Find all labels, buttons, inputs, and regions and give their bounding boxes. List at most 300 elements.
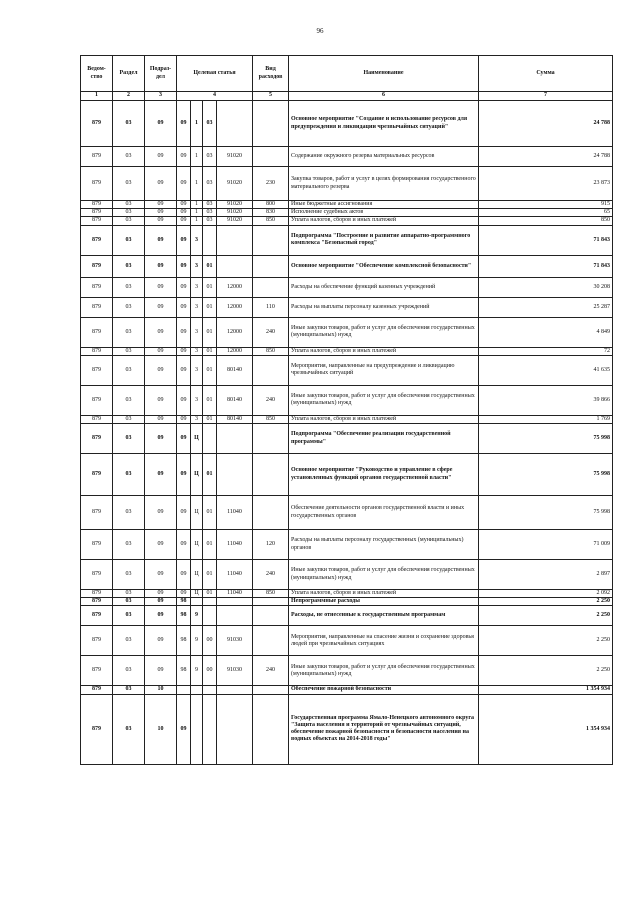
cell-cs-code: 91020 bbox=[217, 147, 253, 167]
cell-sum: 2 250 bbox=[479, 626, 613, 656]
cell-razdel: 03 bbox=[113, 590, 145, 598]
table-row bbox=[81, 530, 613, 560]
cell-cs-code bbox=[217, 606, 253, 626]
table-row bbox=[81, 277, 613, 297]
cell-razdel: 03 bbox=[113, 209, 145, 217]
cell-cs-sub: Ц bbox=[191, 590, 203, 598]
cell-cs-program: 98 bbox=[177, 598, 191, 606]
cell-razdel: 03 bbox=[113, 167, 145, 201]
cell-razdel: 03 bbox=[113, 560, 145, 590]
cell-ved: 879 bbox=[81, 656, 113, 686]
cell-podrazdel: 09 bbox=[145, 277, 177, 297]
table-row bbox=[81, 415, 613, 423]
cell-cs-event bbox=[203, 598, 217, 606]
cell-cs-program: 09 bbox=[177, 317, 191, 347]
table-row bbox=[81, 347, 613, 355]
cell-ved: 879 bbox=[81, 598, 113, 606]
cell-name: Основное мероприятие "Создание и использование ресурсов для предупреждения и ликвидации чрезвычайных ситуаций" bbox=[289, 101, 479, 147]
cell-cs-event bbox=[203, 686, 217, 694]
cell-cs-event: 01 bbox=[203, 317, 217, 347]
cell-podrazdel: 09 bbox=[145, 297, 177, 317]
cell-cs-event: 01 bbox=[203, 385, 217, 415]
cell-name: Расходы на обеспечение функций казенных учреждений bbox=[289, 277, 479, 297]
cell-name: Иные закупки товаров, работ и услуг для обеспечения государственных (муниципальных) нужд bbox=[289, 656, 479, 686]
cell-vid: 850 bbox=[253, 347, 289, 355]
cell-cs-code: 80140 bbox=[217, 415, 253, 423]
cell-razdel: 03 bbox=[113, 530, 145, 560]
cell-cs-code: 91020 bbox=[217, 167, 253, 201]
cell-sum: 24 788 bbox=[479, 147, 613, 167]
col-number: 4 bbox=[177, 92, 253, 101]
cell-podrazdel: 09 bbox=[145, 415, 177, 423]
cell-vid bbox=[253, 454, 289, 496]
cell-cs-program: 09 bbox=[177, 201, 191, 209]
table-row bbox=[81, 209, 613, 217]
cell-cs-program: 09 bbox=[177, 355, 191, 385]
cell-vid: 850 bbox=[253, 415, 289, 423]
cell-cs-sub bbox=[191, 694, 203, 764]
cell-podrazdel: 09 bbox=[145, 217, 177, 225]
cell-vid: 830 bbox=[253, 209, 289, 217]
cell-vid: 240 bbox=[253, 385, 289, 415]
cell-vid bbox=[253, 355, 289, 385]
cell-cs-code: 91030 bbox=[217, 656, 253, 686]
cell-cs-event: 03 bbox=[203, 217, 217, 225]
cell-cs-event: 00 bbox=[203, 656, 217, 686]
budget-table bbox=[80, 55, 613, 765]
cell-podrazdel: 09 bbox=[145, 385, 177, 415]
table-row bbox=[81, 656, 613, 686]
table-row bbox=[81, 167, 613, 201]
cell-razdel: 03 bbox=[113, 415, 145, 423]
cell-razdel: 03 bbox=[113, 255, 145, 277]
cell-vid: 850 bbox=[253, 217, 289, 225]
table-row bbox=[81, 626, 613, 656]
table-row bbox=[81, 606, 613, 626]
cell-cs-event: 03 bbox=[203, 147, 217, 167]
cell-cs-program: 09 bbox=[177, 217, 191, 225]
table-body bbox=[81, 101, 613, 765]
cell-ved: 879 bbox=[81, 167, 113, 201]
cell-cs-program: 98 bbox=[177, 656, 191, 686]
cell-cs-sub: Ц bbox=[191, 424, 203, 454]
cell-podrazdel: 09 bbox=[145, 201, 177, 209]
cell-cs-program: 09 bbox=[177, 277, 191, 297]
cell-cs-program: 09 bbox=[177, 255, 191, 277]
cell-podrazdel: 09 bbox=[145, 590, 177, 598]
cell-name: Государственная программа Ямало-Ненецкого автономного округа "Защита населения и территорий от чрезвычайных ситуаций, обеспечение пожарной безопасности и безопасности населения на водных объектах на 2014-2018 годы" bbox=[289, 694, 479, 764]
cell-sum: 30 208 bbox=[479, 277, 613, 297]
cell-name: Подпрограмма "Обеспечение реализации государственной программы" bbox=[289, 424, 479, 454]
cell-name: Обеспечение деятельности органов государственной власти и иных государственных органов bbox=[289, 496, 479, 530]
cell-cs-program: 09 bbox=[177, 424, 191, 454]
cell-name: Основное мероприятие "Руководство и управление в сфере установленных функций органов государственной власти" bbox=[289, 454, 479, 496]
col-number: 6 bbox=[289, 92, 479, 101]
cell-cs-program: 09 bbox=[177, 167, 191, 201]
cell-cs-sub: 1 bbox=[191, 167, 203, 201]
cell-cs-event: 01 bbox=[203, 560, 217, 590]
cell-razdel: 03 bbox=[113, 454, 145, 496]
cell-podrazdel: 09 bbox=[145, 496, 177, 530]
cell-cs-sub: 3 bbox=[191, 225, 203, 255]
cell-razdel: 03 bbox=[113, 656, 145, 686]
cell-name: Обеспечение пожарной безопасности bbox=[289, 686, 479, 694]
header-sum: Сумма bbox=[479, 56, 613, 92]
cell-cs-event: 03 bbox=[203, 101, 217, 147]
cell-ved: 879 bbox=[81, 385, 113, 415]
cell-sum: 25 287 bbox=[479, 297, 613, 317]
header-vid: Вид расходов bbox=[253, 56, 289, 92]
cell-vid bbox=[253, 424, 289, 454]
cell-razdel: 03 bbox=[113, 496, 145, 530]
cell-ved: 879 bbox=[81, 694, 113, 764]
cell-ved: 879 bbox=[81, 424, 113, 454]
cell-cs-sub: 3 bbox=[191, 355, 203, 385]
cell-ved: 879 bbox=[81, 496, 113, 530]
cell-cs-code: 91030 bbox=[217, 626, 253, 656]
cell-name: Закупка товаров, работ и услуг в целях формирования государственного материального резерва bbox=[289, 167, 479, 201]
cell-cs-sub: 1 bbox=[191, 201, 203, 209]
cell-cs-event: 01 bbox=[203, 496, 217, 530]
table-row bbox=[81, 598, 613, 606]
header-ved: Ведом-ство bbox=[81, 56, 113, 92]
cell-podrazdel: 09 bbox=[145, 598, 177, 606]
cell-vid: 240 bbox=[253, 656, 289, 686]
cell-podrazdel: 09 bbox=[145, 606, 177, 626]
cell-name: Исполнение судебных актов bbox=[289, 209, 479, 217]
cell-cs-sub: 1 bbox=[191, 217, 203, 225]
table-row bbox=[81, 101, 613, 147]
cell-podrazdel: 09 bbox=[145, 560, 177, 590]
column-number-row bbox=[81, 92, 613, 101]
cell-cs-program: 09 bbox=[177, 560, 191, 590]
cell-cs-event bbox=[203, 225, 217, 255]
cell-cs-event: 01 bbox=[203, 297, 217, 317]
col-number: 2 bbox=[113, 92, 145, 101]
cell-name: Содержание окружного резерва материальных ресурсов bbox=[289, 147, 479, 167]
cell-ved: 879 bbox=[81, 217, 113, 225]
cell-ved: 879 bbox=[81, 415, 113, 423]
cell-razdel: 03 bbox=[113, 694, 145, 764]
cell-sum: 23 873 bbox=[479, 167, 613, 201]
cell-vid: 240 bbox=[253, 560, 289, 590]
cell-cs-sub: Ц bbox=[191, 530, 203, 560]
cell-sum: 71 843 bbox=[479, 225, 613, 255]
cell-razdel: 03 bbox=[113, 147, 145, 167]
cell-cs-event: 01 bbox=[203, 355, 217, 385]
cell-cs-sub: 3 bbox=[191, 385, 203, 415]
cell-ved: 879 bbox=[81, 590, 113, 598]
cell-cs-code bbox=[217, 686, 253, 694]
cell-podrazdel: 09 bbox=[145, 355, 177, 385]
cell-vid: 800 bbox=[253, 201, 289, 209]
cell-name: Уплата налогов, сборов и иных платежей bbox=[289, 217, 479, 225]
cell-cs-code: 12000 bbox=[217, 277, 253, 297]
cell-cs-event: 03 bbox=[203, 209, 217, 217]
cell-sum: 915 bbox=[479, 201, 613, 209]
cell-cs-event: 03 bbox=[203, 167, 217, 201]
table-row bbox=[81, 147, 613, 167]
cell-razdel: 03 bbox=[113, 317, 145, 347]
cell-razdel: 03 bbox=[113, 424, 145, 454]
cell-cs-code bbox=[217, 225, 253, 255]
table-row bbox=[81, 694, 613, 764]
col-number: 5 bbox=[253, 92, 289, 101]
cell-ved: 879 bbox=[81, 355, 113, 385]
cell-cs-code: 80140 bbox=[217, 385, 253, 415]
cell-razdel: 03 bbox=[113, 101, 145, 147]
header-podrazdel: Подраз-дел bbox=[145, 56, 177, 92]
cell-cs-event: 01 bbox=[203, 255, 217, 277]
cell-razdel: 03 bbox=[113, 297, 145, 317]
cell-cs-program: 09 bbox=[177, 694, 191, 764]
cell-cs-event bbox=[203, 606, 217, 626]
cell-cs-sub: 9 bbox=[191, 606, 203, 626]
cell-podrazdel: 09 bbox=[145, 101, 177, 147]
cell-vid bbox=[253, 694, 289, 764]
cell-ved: 879 bbox=[81, 530, 113, 560]
cell-cs-code: 11040 bbox=[217, 496, 253, 530]
cell-vid bbox=[253, 606, 289, 626]
cell-cs-sub: Ц bbox=[191, 454, 203, 496]
cell-sum: 41 635 bbox=[479, 355, 613, 385]
cell-vid bbox=[253, 598, 289, 606]
cell-cs-program: 09 bbox=[177, 415, 191, 423]
table-row bbox=[81, 217, 613, 225]
cell-vid bbox=[253, 101, 289, 147]
cell-cs-code: 11040 bbox=[217, 560, 253, 590]
cell-cs-sub: 3 bbox=[191, 255, 203, 277]
cell-sum: 2 250 bbox=[479, 598, 613, 606]
cell-razdel: 03 bbox=[113, 626, 145, 656]
cell-sum: 39 866 bbox=[479, 385, 613, 415]
cell-sum: 75 998 bbox=[479, 454, 613, 496]
cell-cs-sub: 1 bbox=[191, 147, 203, 167]
cell-ved: 879 bbox=[81, 101, 113, 147]
cell-sum: 75 998 bbox=[479, 496, 613, 530]
cell-name: Основное мероприятие "Обеспечение комплексной безопасности" bbox=[289, 255, 479, 277]
cell-cs-code: 91020 bbox=[217, 201, 253, 209]
cell-cs-code: 12000 bbox=[217, 317, 253, 347]
cell-cs-event: 00 bbox=[203, 626, 217, 656]
cell-razdel: 03 bbox=[113, 606, 145, 626]
table-row bbox=[81, 355, 613, 385]
cell-ved: 879 bbox=[81, 317, 113, 347]
cell-ved: 879 bbox=[81, 626, 113, 656]
cell-podrazdel: 10 bbox=[145, 694, 177, 764]
cell-cs-code: 11040 bbox=[217, 530, 253, 560]
cell-vid bbox=[253, 277, 289, 297]
cell-cs-program: 09 bbox=[177, 590, 191, 598]
header-name: Наименование bbox=[289, 56, 479, 92]
table-row bbox=[81, 385, 613, 415]
cell-cs-code: 11040 bbox=[217, 590, 253, 598]
cell-name: Иные закупки товаров, работ и услуг для обеспечения государственных (муниципальных) нужд bbox=[289, 385, 479, 415]
cell-cs-sub: 3 bbox=[191, 277, 203, 297]
table-row bbox=[81, 297, 613, 317]
cell-sum: 850 bbox=[479, 217, 613, 225]
cell-vid: 110 bbox=[253, 297, 289, 317]
cell-cs-program: 09 bbox=[177, 347, 191, 355]
table-row bbox=[81, 686, 613, 694]
col-number: 7 bbox=[479, 92, 613, 101]
cell-razdel: 03 bbox=[113, 201, 145, 209]
cell-name: Уплата налогов, сборов и иных платежей bbox=[289, 590, 479, 598]
cell-cs-sub: 1 bbox=[191, 101, 203, 147]
cell-cs-code bbox=[217, 424, 253, 454]
cell-name: Иные закупки товаров, работ и услуг для обеспечения государственных (муниципальных) нужд bbox=[289, 317, 479, 347]
cell-vid bbox=[253, 496, 289, 530]
table-row bbox=[81, 454, 613, 496]
table-row bbox=[81, 590, 613, 598]
cell-razdel: 03 bbox=[113, 355, 145, 385]
header-razdel: Раздел bbox=[113, 56, 145, 92]
cell-cs-sub: Ц bbox=[191, 496, 203, 530]
cell-podrazdel: 09 bbox=[145, 317, 177, 347]
table-row bbox=[81, 225, 613, 255]
cell-name: Уплата налогов, сборов и иных платежей bbox=[289, 347, 479, 355]
cell-vid bbox=[253, 147, 289, 167]
cell-cs-sub: 1 bbox=[191, 209, 203, 217]
col-number: 3 bbox=[145, 92, 177, 101]
cell-cs-program: 09 bbox=[177, 225, 191, 255]
cell-cs-code bbox=[217, 694, 253, 764]
cell-cs-program: 09 bbox=[177, 385, 191, 415]
cell-razdel: 03 bbox=[113, 217, 145, 225]
cell-vid: 230 bbox=[253, 167, 289, 201]
cell-cs-program: 09 bbox=[177, 454, 191, 496]
table-row bbox=[81, 496, 613, 530]
cell-ved: 879 bbox=[81, 225, 113, 255]
cell-cs-sub: 9 bbox=[191, 626, 203, 656]
cell-ved: 879 bbox=[81, 347, 113, 355]
cell-cs-code bbox=[217, 454, 253, 496]
cell-name: Подпрограмма "Построение и развитие аппаратно-программного комплекса "Безопасный город" bbox=[289, 225, 479, 255]
cell-name: Мероприятия, направленные на предупреждение и ликвидацию чрезвычайных ситуаций bbox=[289, 355, 479, 385]
cell-ved: 879 bbox=[81, 147, 113, 167]
cell-cs-sub: 3 bbox=[191, 347, 203, 355]
cell-cs-sub: 3 bbox=[191, 415, 203, 423]
cell-ved: 879 bbox=[81, 454, 113, 496]
table-row bbox=[81, 201, 613, 209]
cell-ved: 879 bbox=[81, 201, 113, 209]
cell-name: Иные закупки товаров, работ и услуг для обеспечения государственных (муниципальных) нужд bbox=[289, 560, 479, 590]
cell-vid: 240 bbox=[253, 317, 289, 347]
cell-ved: 879 bbox=[81, 297, 113, 317]
cell-cs-event: 01 bbox=[203, 530, 217, 560]
header-tselevaya: Целевая статья bbox=[177, 56, 253, 92]
cell-cs-code: 12000 bbox=[217, 297, 253, 317]
cell-sum: 71 009 bbox=[479, 530, 613, 560]
cell-sum: 2 897 bbox=[479, 560, 613, 590]
cell-cs-program: 09 bbox=[177, 297, 191, 317]
cell-ved: 879 bbox=[81, 209, 113, 217]
cell-sum: 2 250 bbox=[479, 606, 613, 626]
table-row bbox=[81, 317, 613, 347]
cell-razdel: 03 bbox=[113, 598, 145, 606]
cell-cs-event: 01 bbox=[203, 277, 217, 297]
cell-vid: 120 bbox=[253, 530, 289, 560]
cell-cs-sub bbox=[191, 598, 203, 606]
cell-name: Расходы, не отнесенные к государственным программам bbox=[289, 606, 479, 626]
cell-sum: 75 998 bbox=[479, 424, 613, 454]
cell-name: Расходы на выплаты персоналу казенных учреждений bbox=[289, 297, 479, 317]
cell-podrazdel: 09 bbox=[145, 626, 177, 656]
cell-cs-event: 03 bbox=[203, 201, 217, 209]
table-row bbox=[81, 560, 613, 590]
cell-cs-sub: 3 bbox=[191, 317, 203, 347]
cell-cs-program bbox=[177, 686, 191, 694]
cell-cs-event: 01 bbox=[203, 415, 217, 423]
cell-cs-event bbox=[203, 424, 217, 454]
cell-podrazdel: 09 bbox=[145, 454, 177, 496]
cell-cs-sub: Ц bbox=[191, 560, 203, 590]
cell-vid bbox=[253, 626, 289, 656]
cell-cs-code: 80140 bbox=[217, 355, 253, 385]
col-number: 1 bbox=[81, 92, 113, 101]
cell-podrazdel: 09 bbox=[145, 167, 177, 201]
cell-name: Уплата налогов, сборов и иных платежей bbox=[289, 415, 479, 423]
cell-sum: 1 769 bbox=[479, 415, 613, 423]
cell-vid bbox=[253, 686, 289, 694]
cell-podrazdel: 09 bbox=[145, 347, 177, 355]
cell-sum: 65 bbox=[479, 209, 613, 217]
cell-sum: 1 354 934 bbox=[479, 694, 613, 764]
cell-podrazdel: 09 bbox=[145, 530, 177, 560]
cell-cs-code: 12000 bbox=[217, 347, 253, 355]
cell-cs-program: 98 bbox=[177, 626, 191, 656]
table-row bbox=[81, 255, 613, 277]
cell-podrazdel: 09 bbox=[145, 225, 177, 255]
cell-razdel: 03 bbox=[113, 686, 145, 694]
cell-cs-program: 09 bbox=[177, 147, 191, 167]
cell-razdel: 03 bbox=[113, 277, 145, 297]
cell-podrazdel: 09 bbox=[145, 424, 177, 454]
cell-cs-program: 09 bbox=[177, 209, 191, 217]
cell-sum: 2 250 bbox=[479, 656, 613, 686]
cell-ved: 879 bbox=[81, 277, 113, 297]
cell-podrazdel: 09 bbox=[145, 209, 177, 217]
cell-podrazdel: 09 bbox=[145, 656, 177, 686]
cell-podrazdel: 10 bbox=[145, 686, 177, 694]
cell-cs-code bbox=[217, 101, 253, 147]
cell-vid bbox=[253, 255, 289, 277]
cell-name: Мероприятия, направленные на спасение жизни и сохранение здоровья людей при чрезвычайных ситуациях bbox=[289, 626, 479, 656]
cell-cs-sub: 9 bbox=[191, 656, 203, 686]
cell-cs-program: 09 bbox=[177, 101, 191, 147]
cell-cs-program: 09 bbox=[177, 530, 191, 560]
cell-cs-code bbox=[217, 255, 253, 277]
cell-cs-event bbox=[203, 694, 217, 764]
cell-cs-code bbox=[217, 598, 253, 606]
cell-podrazdel: 09 bbox=[145, 147, 177, 167]
cell-sum: 2 092 bbox=[479, 590, 613, 598]
cell-sum: 72 bbox=[479, 347, 613, 355]
cell-vid: 850 bbox=[253, 590, 289, 598]
header-row bbox=[81, 56, 613, 92]
cell-name: Расходы на выплаты персоналу государственных (муниципальных) органов bbox=[289, 530, 479, 560]
cell-cs-code: 91020 bbox=[217, 217, 253, 225]
cell-cs-sub bbox=[191, 686, 203, 694]
cell-cs-event: 01 bbox=[203, 347, 217, 355]
cell-ved: 879 bbox=[81, 560, 113, 590]
cell-name: Непрограммные расходы bbox=[289, 598, 479, 606]
cell-cs-event: 01 bbox=[203, 590, 217, 598]
cell-cs-sub: 3 bbox=[191, 297, 203, 317]
cell-cs-program: 09 bbox=[177, 496, 191, 530]
cell-razdel: 03 bbox=[113, 225, 145, 255]
cell-podrazdel: 09 bbox=[145, 255, 177, 277]
